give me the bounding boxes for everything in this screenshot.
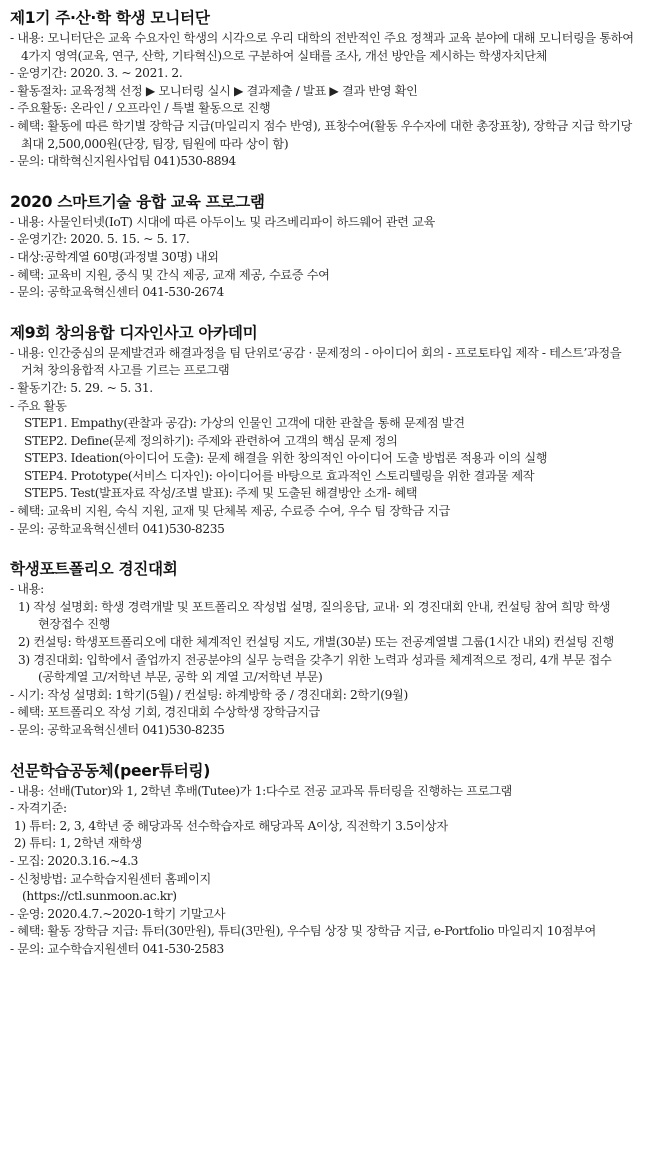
- numbered-item: 2) 튜티: 1, 2학년 재학생: [14, 836, 142, 851]
- content-heading: - 내용:: [10, 582, 44, 597]
- content-line: - 내용: 모니터단은 교육 수요자인 학생의 시각으로 우리 대학의 전반적인 주요 정책과 교육 분야에 대해 모니터링을 통하여 4가지 영역(교육, 연구, 산학, 기타혁신)으로 구분하여 실태를 조사, 개선 방안을 제시하는 학생자치단체: [10, 31, 634, 63]
- section-peer-tutoring: [10, 761, 642, 959]
- contact-line: - 문의: 공학교육혁신센터 041)530-8235: [10, 723, 225, 737]
- step-item: STEP5. Test(발표자료 작성/조별 발표): 주제 및 도출된 해결방안 소개- 혜택: [24, 486, 418, 501]
- activity-line: - 주요활동: 온라인 / 오프라인 / 특별 활동으로 진행: [10, 101, 271, 116]
- schedule-line: - 시기: 작성 설명회: 1학기(5월) / 컨설팅: 하계방학 중 / 경진대회: 2학기(9월): [10, 687, 408, 702]
- recruit-line: - 모집: 2020.3.16.~4.3: [10, 853, 139, 868]
- benefit-line: - 혜택: 교육비 지원, 중식 및 간식 제공, 교재 제공, 수료증 수여: [10, 267, 330, 282]
- section-title: 제9회 창의융합 디자인사고 아카데미: [10, 323, 258, 342]
- target-line: - 대상:공학계열 60명(과정별 30명) 내외: [10, 249, 219, 264]
- benefit-line: - 혜택: 활동에 따른 학기별 장학금 지급(마일리지 점수 반영), 표창수여(활동 우수자에 대한 총장표창), 장학금 지급 학기당 최대 2,500,000원(단장, 팀장, 팀원에 따라 상이 함): [10, 118, 632, 151]
- apply-line: - 신청방법: 교수학습지원센터 홈페이지: [10, 871, 211, 886]
- section-student-monitoring-group: [10, 8, 642, 171]
- numbered-item: 1) 튜터: 2, 3, 4학년 중 해당과목 선수학습자로 해당과목 A이상, 직전학기 3.5이상자: [14, 818, 448, 833]
- contact-line: - 문의: 교수학습지원센터 041-530-2583: [10, 941, 224, 956]
- content-line: - 내용: 인간중심의 문제발견과 해결과정을 팀 단위로‘공감 · 문제정의 - 아이디어 회의 - 프로토타입 제작 - 테스트’과정을 거쳐 창의융합적 사고를 기르는 프로그램: [10, 345, 622, 378]
- step-item: STEP4. Prototype(서비스 디자인): 아이디어를 바탕으로 효과적인 스토리텔링을 위한 결과물 제작: [24, 468, 535, 483]
- period-line: - 운영기간: 2020. 5. 15. ~ 5. 17.: [10, 232, 190, 247]
- benefit-line: - 혜택: 포트폴리오 작성 기회, 경진대회 수상학생 장학금지급: [10, 705, 320, 720]
- numbered-item: 3) 경진대회: 입학에서 졸업까지 전공분야의 실무 능력을 갖추기 위한 노력과 성과를 체계적으로 정리, 4개 부문 접수(공학계열 고/저학년 부문, 공학 외 계열 고/저학년 부문): [18, 652, 612, 685]
- contact-line: - 문의: 공학교육혁신센터 041-530-2674: [10, 285, 224, 300]
- apply-url: (https://ctl.sunmoon.ac.kr): [22, 889, 177, 904]
- section-title: 학생포트폴리오 경진대회: [10, 560, 178, 579]
- content-line: - 내용: 사물인터넷(IoT) 시대에 따른 아두이노 및 라즈베리파이 하드웨어 관련 교육: [10, 214, 435, 229]
- procedure-line: - 활동절차: 교육정책 선정 ▶ 모니터링 실시 ▶ 결과제출 / 발표 ▶ 결과 반영 확인: [10, 83, 418, 98]
- step-item: STEP2. Define(문제 정의하기): 주제와 관련하여 고객의 핵심 문제 정의: [24, 433, 398, 448]
- section-smart-tech-program: [10, 192, 642, 302]
- contact-line: - 문의: 공학교육혁신센터 041)530-8235: [10, 521, 225, 536]
- eligibility-heading: - 자격기준:: [10, 801, 67, 816]
- section-title: 선문학습공동체(peer튜터링): [10, 761, 211, 780]
- section-portfolio-contest: [10, 559, 642, 739]
- numbered-item: 1) 작성 설명회: 학생 경력개발 및 포트폴리오 작성법 설명, 질의응답, 교내· 외 경진대회 안내, 컨설팅 참여 희망 학생 현장접수 진행: [18, 599, 611, 632]
- step-item: STEP3. Ideation(아이디어 도출): 문제 해결을 위한 창의적인 아이디어 도출 방법론 적용과 이의 실행: [24, 451, 548, 466]
- section-title: 제1기 주·산·학 학생 모니터단: [10, 9, 210, 27]
- section-design-thinking-academy: [10, 323, 642, 539]
- numbered-item: 2) 컨설팅: 학생포트폴리오에 대한 체계적인 컨설팅 지도, 개별(30분) 또는 전공계열별 그룹(1시간 내외) 컨설팅 진행: [18, 635, 614, 650]
- period-line: - 활동기간: 5. 29. ~ 5. 31.: [10, 380, 153, 395]
- benefit-line: - 혜택: 활동 장학금 지급: 튜터(30만원), 튜티(3만원), 우수팀 상장 및 장학금 지급, e-Portfolio 마일리지 10점부여: [10, 924, 596, 939]
- step-item: STEP1. Empathy(관찰과 공감): 가상의 인물인 고객에 대한 관찰을 통해 문제점 발견: [24, 416, 465, 431]
- content-line: - 내용: 선배(Tutor)와 1, 2학년 후배(Tutee)가 1:다수로 전공 교과목 튜터링을 진행하는 프로그램: [10, 783, 512, 798]
- benefit-line: - 혜택: 교육비 지원, 숙식 지원, 교재 및 단체복 제공, 수료증 수여, 우수 팀 장학금 지급: [10, 504, 451, 519]
- contact-line: - 문의: 대학혁신지원사업팀 041)530-8894: [10, 154, 236, 169]
- period-line: - 운영기간: 2020. 3. ~ 2021. 2.: [10, 66, 183, 81]
- section-title: 2020 스마트기술 융합 교육 프로그램: [10, 192, 265, 211]
- operation-line: - 운영: 2020.4.7.~2020-1학기 기말고사: [10, 906, 226, 921]
- activity-heading: - 주요 활동: [10, 398, 67, 413]
